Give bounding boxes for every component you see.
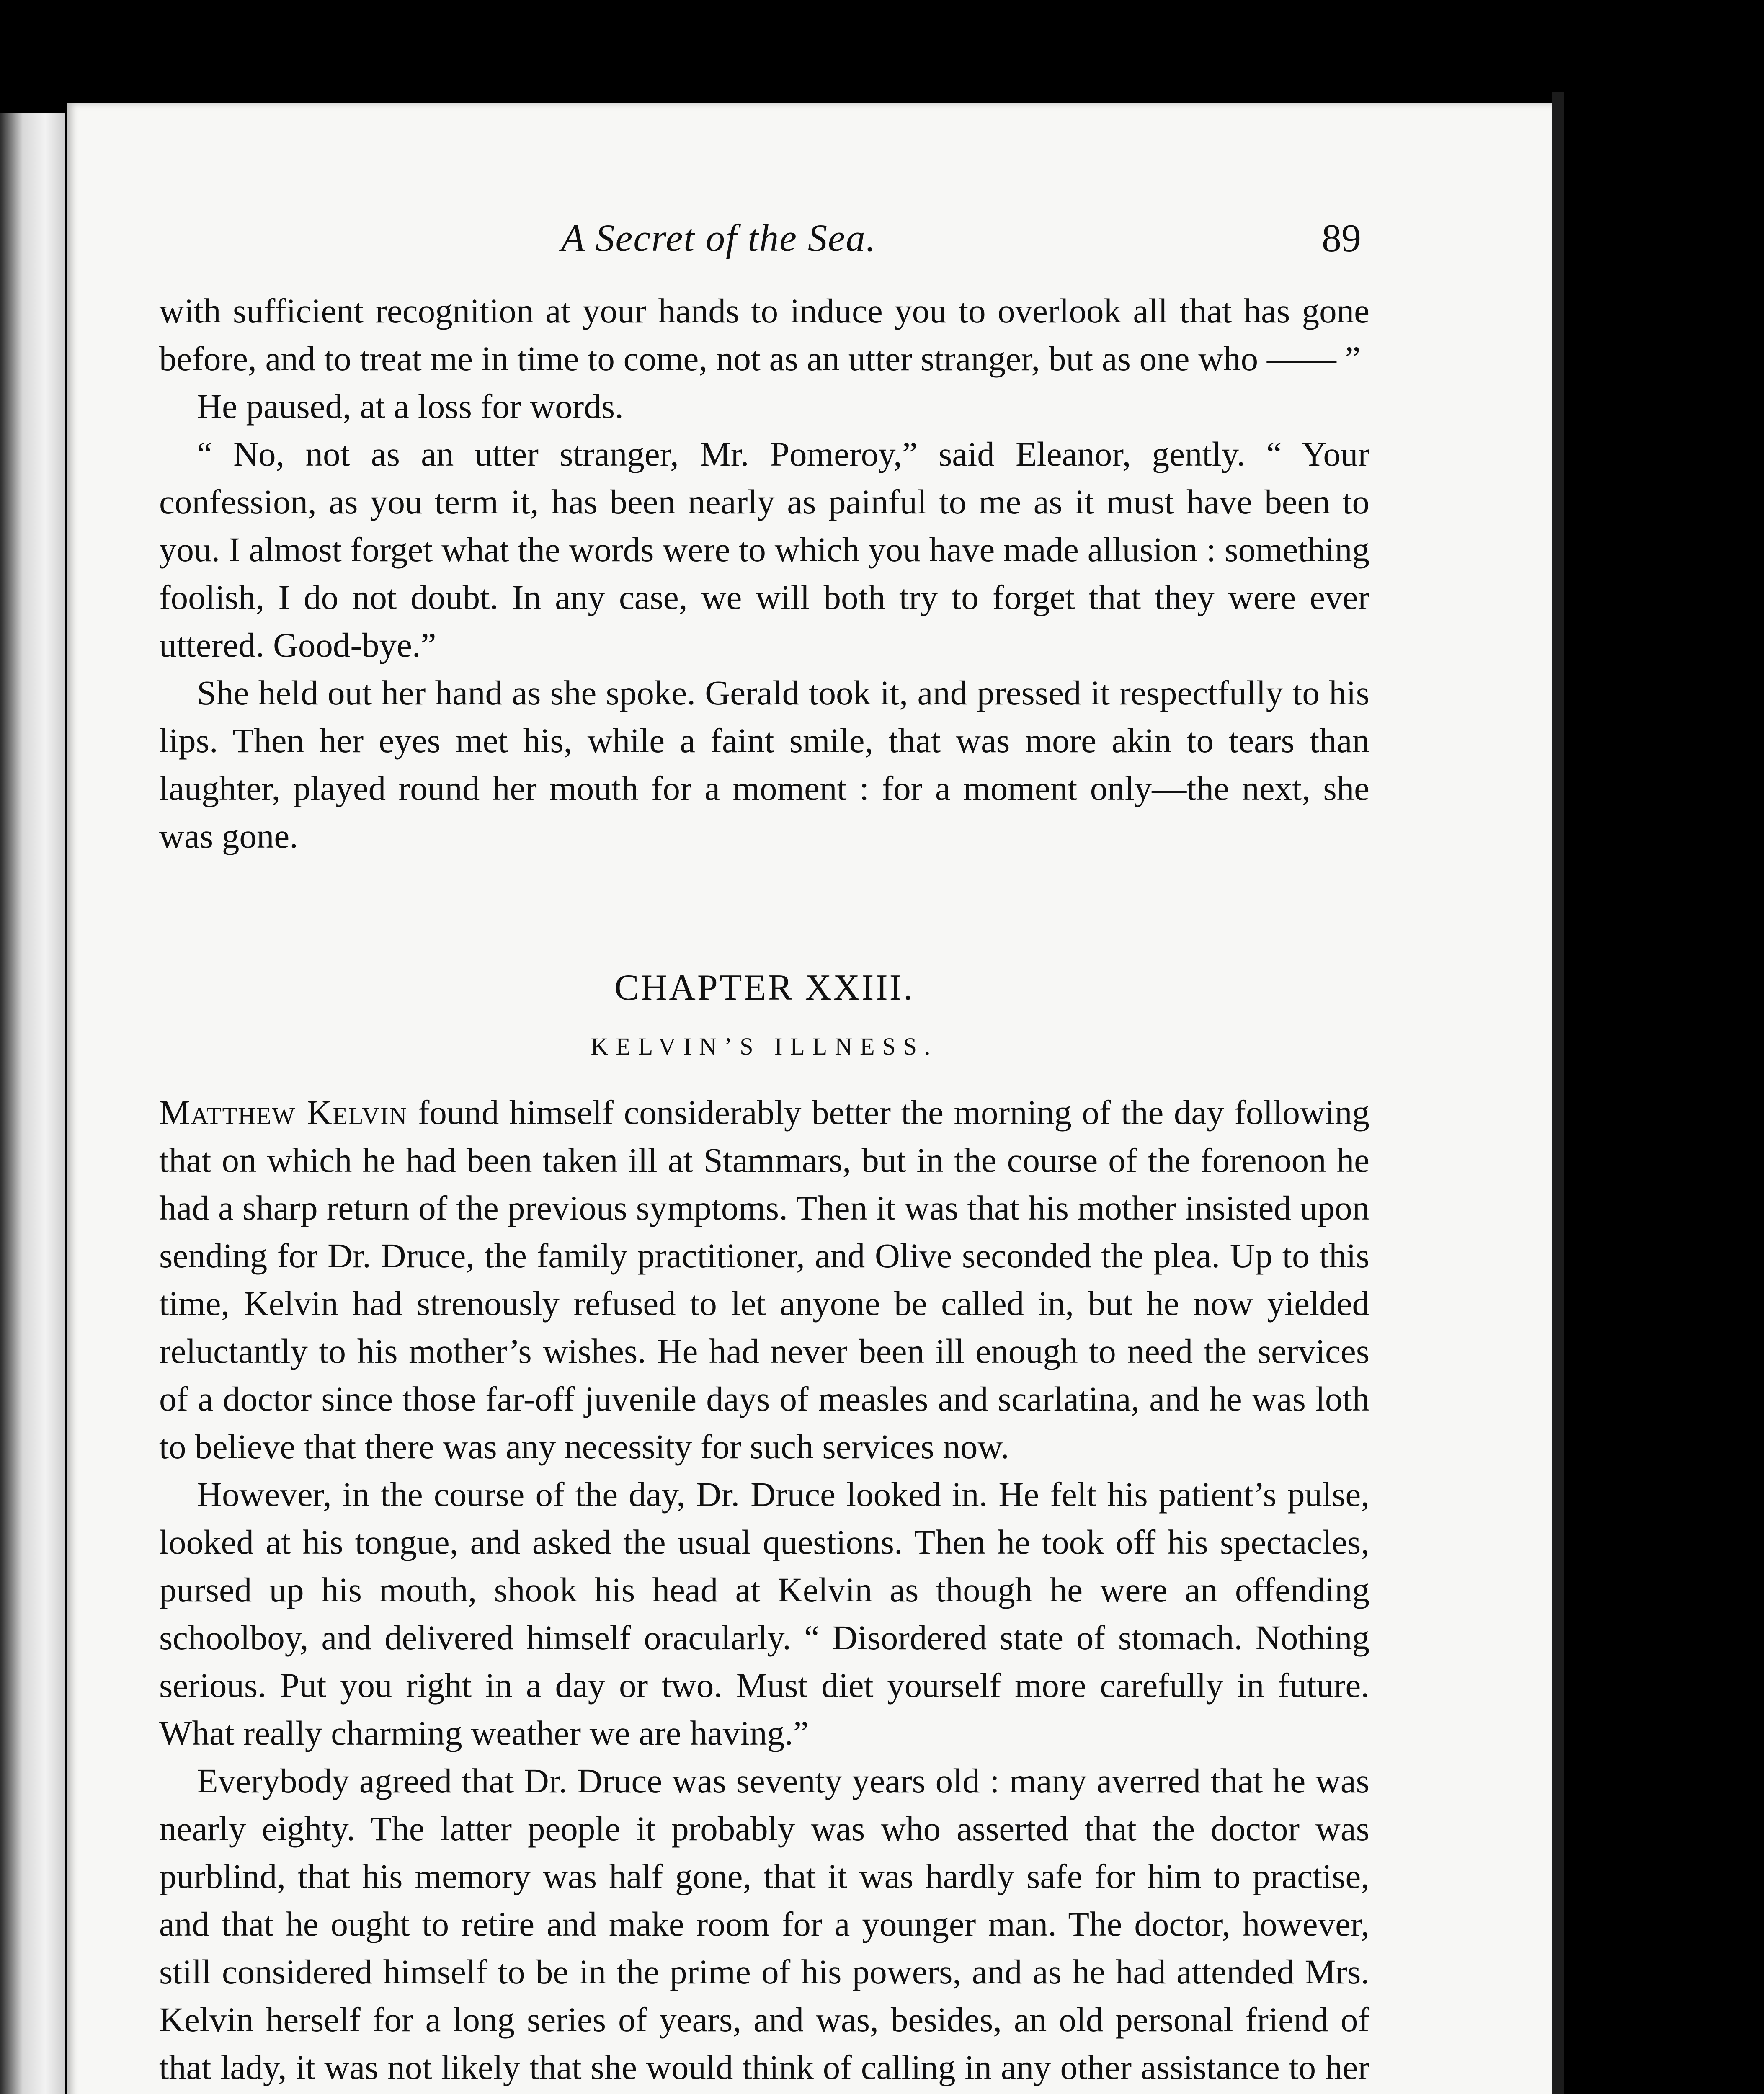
paragraph: Everybody agreed that Dr. Druce was seventy years old : many averred that he was nearly eighty. The latter people it probably was who asserted that the doctor was purblind, that his memory was half gone, that it was hardly safe for him to practise, and that he ought to retire and make room for a younger man. The doctor, however, still considered himself to be in the prime of his powers, and as he had attended Mrs. Kelvin herself for a long series of years, and was, besides, an old personal friend of that lady, it was not likely that she would think of calling in any other assistance to her bbox=[159, 1761, 1369, 2086]
body-text bbox=[159, 287, 1369, 2094]
book-page bbox=[67, 103, 1554, 2094]
page-edge-shadow bbox=[1552, 92, 1564, 2094]
running-title: A Secret of the Sea. bbox=[561, 217, 877, 259]
paragraph-continuation: with sufficient recognition at your hands to induce you to overlook all that has gone before, and to treat me in time to come, not as an utter stranger, but as one who —— ” bbox=[159, 291, 1369, 378]
paragraph: He paused, at a loss for words. bbox=[197, 387, 624, 426]
chapter-subtitle: KELVIN’S ILLNESS. bbox=[591, 1033, 938, 1060]
chapter-heading: CHAPTER XXIII. bbox=[614, 967, 914, 1008]
facing-page-edge bbox=[0, 113, 65, 2094]
chapter-opening-paragraph bbox=[159, 1088, 1369, 1470]
opening-name: Matthew Kelvin bbox=[159, 1093, 408, 1132]
opening-text: found himself considerably better the morning of the day following that on which he had been taken ill at Stammars, but in the course of the forenoon he had a sharp return of the previous symptoms. Then it was that his mother insisted upon sending for Dr. Druce, the family practitioner, and Olive seconded the plea. Up to this time, Kelvin had strenously refused to let anyone be called in, but he now yielded reluctantly to his mother’s wishes. He had never been ill enough to need the services of a doctor since those far-off juvenile days of measles and scarlatina, and he was loth to believe that there was any necessity for such services now. bbox=[159, 1093, 1369, 1466]
paragraph: “ No, not as an utter stranger, Mr. Pomeroy,” said Eleanor, gently. “ Your confession, as you term it, has been nearly as painful to me as it must have been to you. I almost forget what the words were to which you have made allusion : something foolish, I do not doubt. In any case, we will both try to forget that they were ever uttered. Good-bye.” bbox=[159, 435, 1369, 664]
running-head bbox=[67, 216, 1554, 266]
paragraph: She held out her hand as she spoke. Gerald took it, and pressed it respectfully to his lips. Then her eyes met his, while a faint smile, that was more akin to tears than laughter, played round her mouth for a moment : for a moment only––the next, she was gone. bbox=[159, 673, 1369, 855]
paragraph: However, in the course of the day, Dr. Druce looked in. He felt his patient’s pulse, looked at his tongue, and asked the usual questions. Then he took off his spectacles, pursed up his mouth, shook his head at Kelvin as though he were an offending schoolboy, and delivered himself oracularly. “ Disordered state of stomach. Nothing serious. Put you right in a day or two. Must diet yourself more carefully in future. What really charming weather we are having.” bbox=[159, 1475, 1369, 1752]
page-number: 89 bbox=[1322, 217, 1361, 260]
